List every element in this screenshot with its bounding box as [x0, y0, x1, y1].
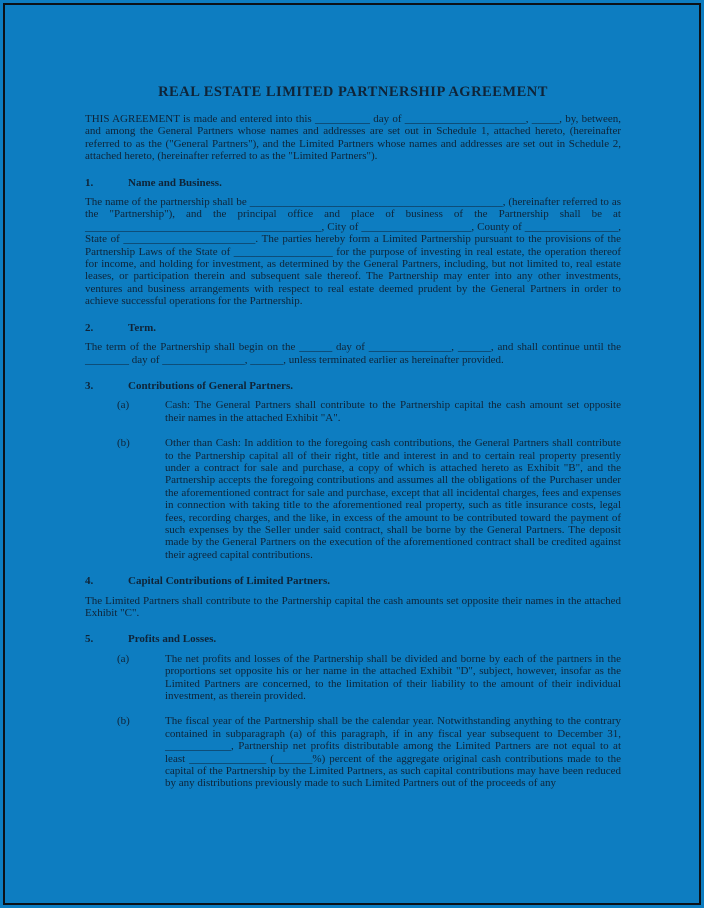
subitem-label: (b): [117, 437, 130, 450]
section-subitem: [85, 437, 621, 561]
subitem-text: The net profits and losses of the Partnership shall be divided and borne by each of the partners in the proportions set opposite his or her name in the attached Exhibit "D", subject, however, insofar as the Limited Partners are concerned, to the limitation of their liability to the amount of their individual investment, as therein provided.: [165, 652, 621, 703]
section-subitem: [85, 653, 621, 703]
agreement-section: [85, 322, 621, 366]
section-paragraph: The name of the partnership shall be ______________________________________________, (hereinafter referred to as the "Partnership"), and the principal office and place of business of the Partnership shall be at ___________________________________________, City of ____________________, County of _________________, State of ________________________. The parties hereby form a Limited Partnership pursuant to the provisions of the Partnership Laws of the State of __________________ for the purpose of investing in real estate, the operation thereof for income, and holding for investment, as determined by the General Partners, including, but not limited to, real estate leases, or participation therein and subsequent sale thereof. The Partnership may enter into any other investments, ventures and business arrangements with respect to real estate deemed prudent by the General Partners in order to achieve successful operations for the Partnership.: [85, 196, 621, 308]
agreement-section: [85, 380, 621, 561]
document-content: [85, 84, 621, 803]
section-heading-text: Contributions of General Partners.: [128, 379, 293, 392]
sections-container: [85, 177, 621, 790]
agreement-section: [85, 575, 621, 619]
section-paragraph: The Limited Partners shall contribute to the Partnership capital the cash amounts set opposite their names in the attached Exhibit "C".: [85, 594, 621, 619]
section-heading: [85, 177, 621, 189]
section-heading: [85, 633, 621, 645]
section-heading-text: Term.: [128, 321, 157, 334]
section-number: 3.: [85, 379, 94, 392]
section-heading: [85, 322, 621, 334]
document-title: REAL ESTATE LIMITED PARTNERSHIP AGREEMENT: [158, 84, 548, 100]
section-heading-text: Profits and Losses.: [128, 633, 217, 646]
subitem-label: (b): [117, 715, 130, 728]
section-heading-text: Capital Contributions of Limited Partners.: [128, 575, 330, 588]
section-heading: [85, 380, 621, 392]
subitem-label: (a): [117, 652, 130, 665]
agreement-section: [85, 177, 621, 308]
agreement-section: [85, 633, 621, 789]
section-heading-text: Name and Business.: [128, 176, 222, 189]
section-number: 2.: [85, 321, 94, 334]
section-number: 5.: [85, 633, 94, 646]
intro-paragraph: THIS AGREEMENT is made and entered into this __________ day of ______________________, _____, by, between, and among the General Partners whose names and addresses are set out in Schedule 1, attached hereto, (hereinafter referred to as the ("General Partners"), and the Limited Partners whose names and addresses are set out in Schedule 2, attached hereto, (hereinafter referred to as the "Limited Partners").: [85, 113, 621, 163]
section-heading: [85, 575, 621, 587]
subitem-text: Other than Cash: In addition to the foregoing cash contributions, the General Partners shall contribute to the Partnership capital all of their right, title and interest in and to certain real property presently under a contract for sale and purchase, a copy of which is attached hereto as Exhibit "B", and the Partnership accepts the foregoing contributions and assumes all the obligations of the Purchaser under the aforementioned contract for sale and purchase, except that all incidental charges, fees and expenses in connection with taking title to the aforementioned real property, such as title insurance costs, legal fees, recording charges, and the like, in excess of the amount to be contributed toward the payment of such expenses by the Seller under said contract, shall be borne by the General Partners. The deposit made by the General Partners on the execution of the aforementioned contract shall be credited against their agreed capital contributions.: [165, 437, 621, 561]
section-number: 4.: [85, 575, 94, 588]
section-subitem: [85, 399, 621, 424]
subitem-text: The fiscal year of the Partnership shall be the calendar year. Notwithstanding anything to the contrary contained in subparagraph (a) of this paragraph, if in any fiscal year subsequent to December 31, ____________, Partnership net profits distributable among the Limited Partners are not equal to at least ______________ (_______%) percent of the aggregate original cash contributions made to the capital of the Partnership by the Limited Partners, as such capital contributions may have been reduced by any distributions previously made to such Limited Partners out of the proceeds of any: [165, 715, 621, 790]
section-paragraph: The term of the Partnership shall begin on the ______ day of _______________, ______, and shall continue until the ________ day of _______________, ______, unless terminated earlier as hereinafter provided.: [85, 341, 621, 366]
section-subitem: [85, 715, 621, 789]
section-number: 1.: [85, 176, 94, 189]
subitem-label: (a): [117, 399, 130, 412]
subitem-text: Cash: The General Partners shall contribute to the Partnership capital the cash amount set opposite their names in the attached Exhibit "A".: [165, 399, 621, 424]
